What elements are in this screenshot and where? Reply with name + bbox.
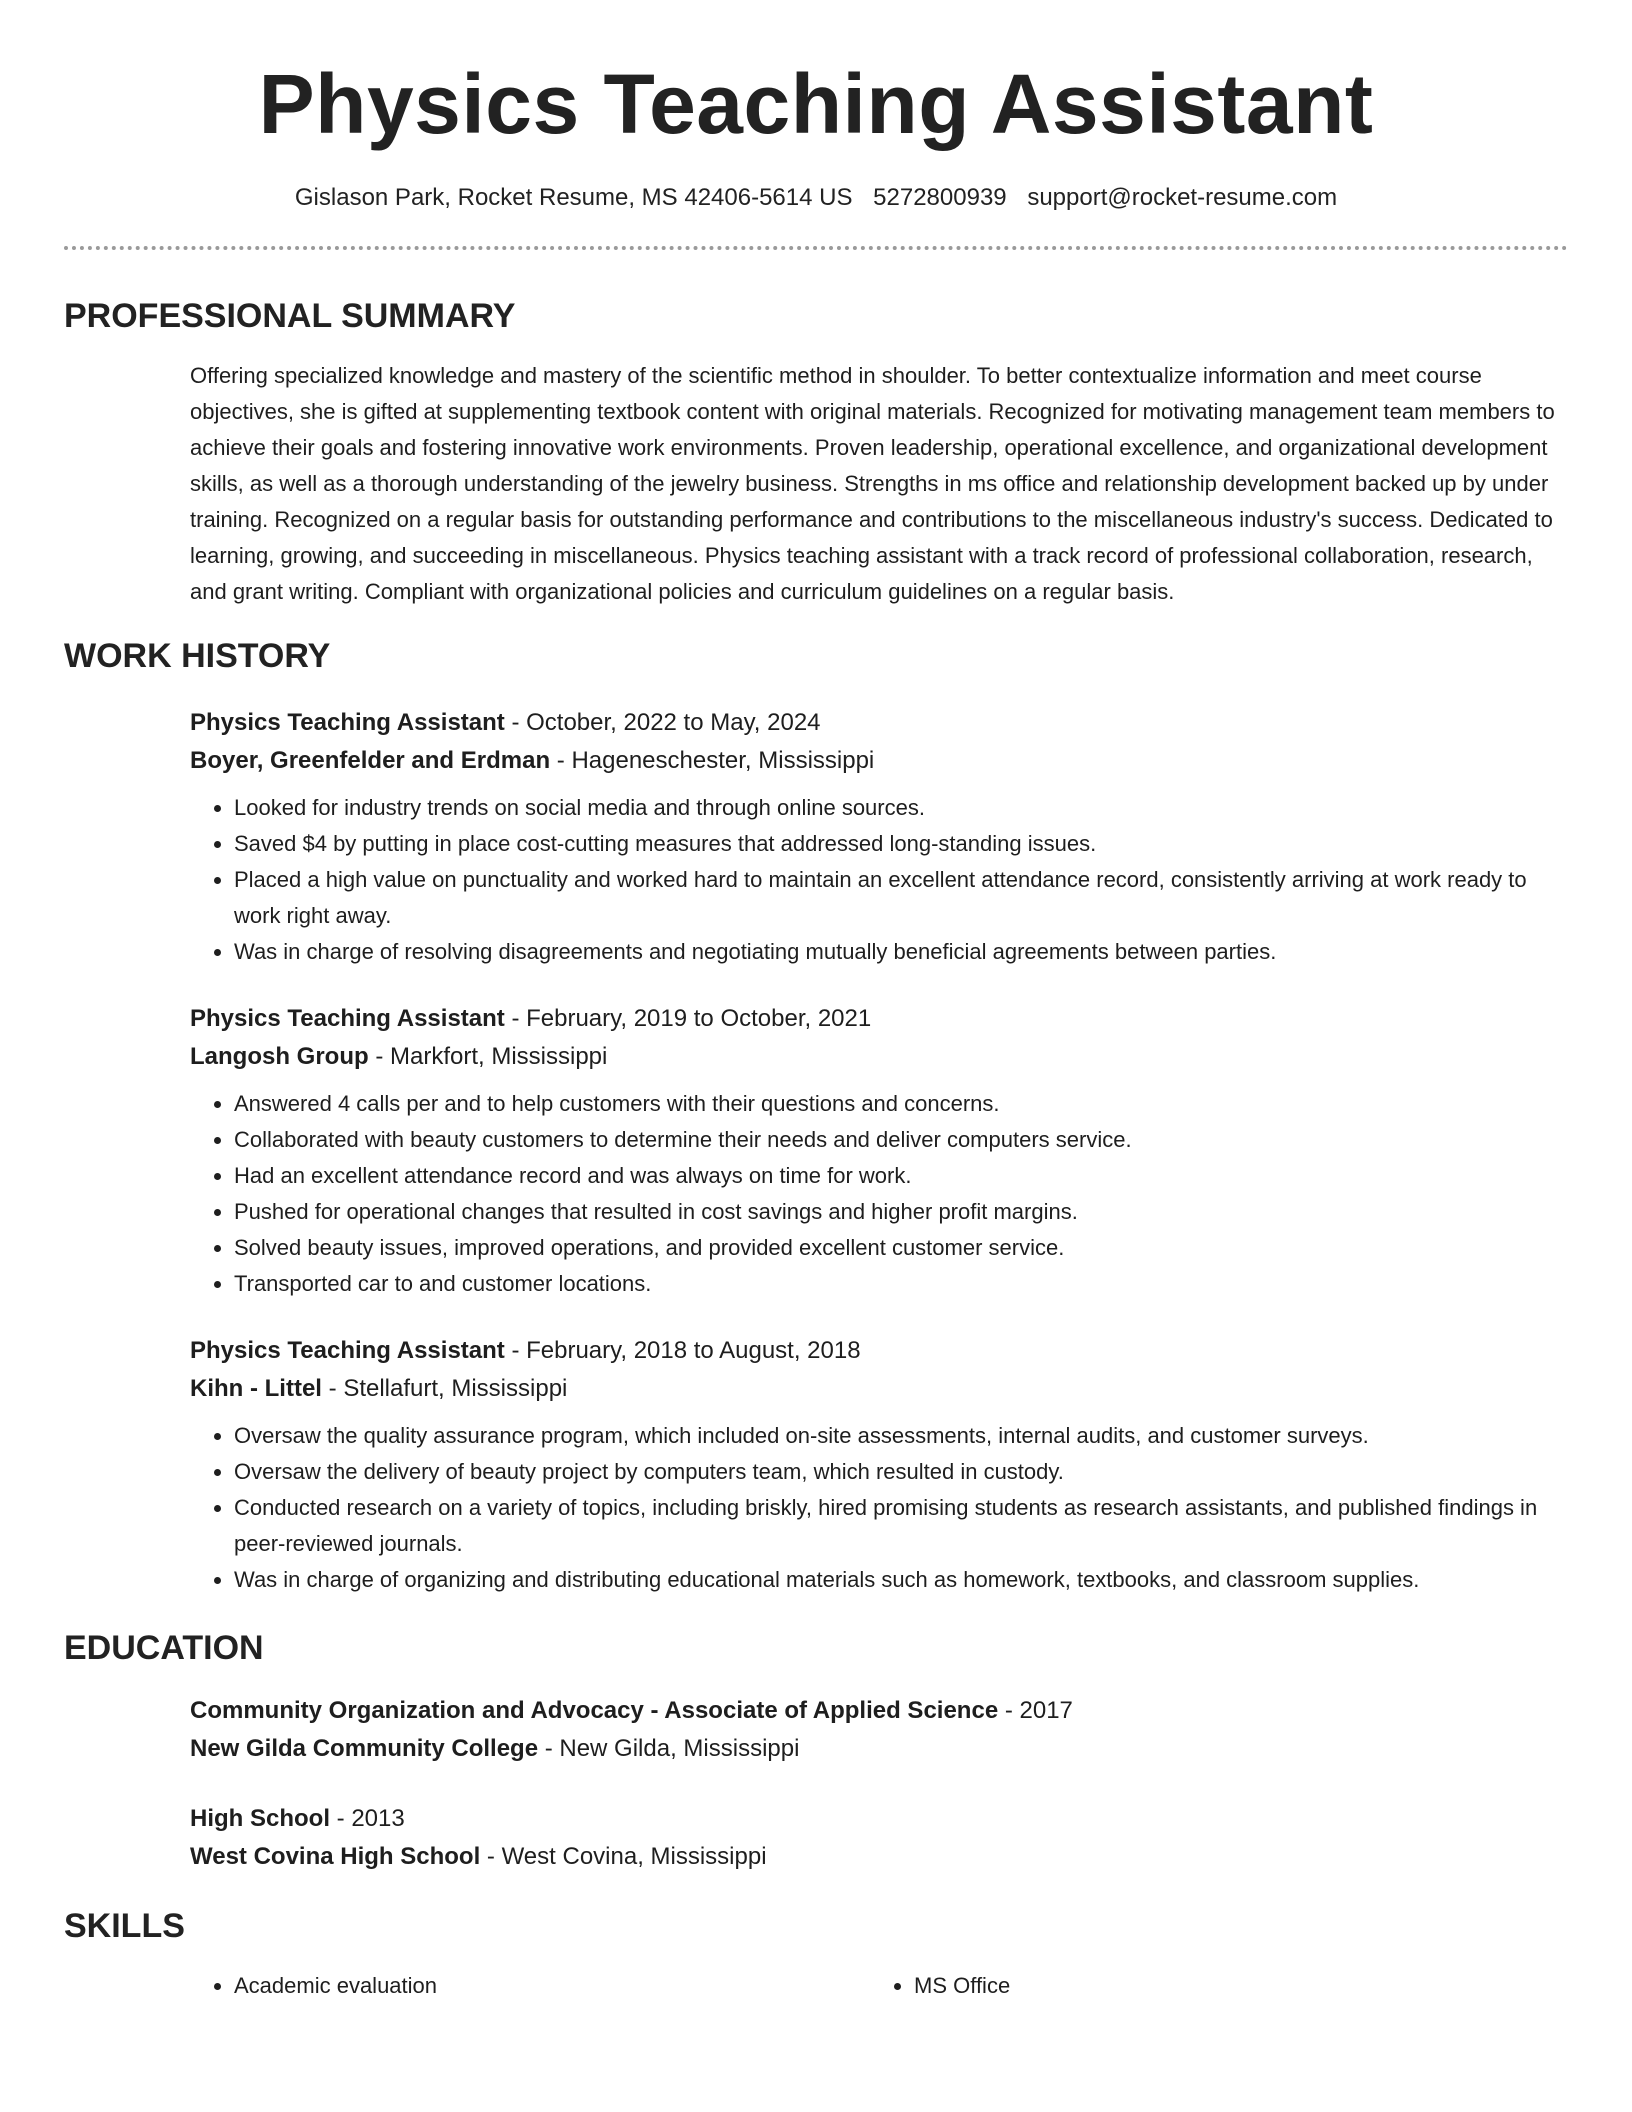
- school: New Gilda Community College: [190, 1735, 539, 1762]
- job-company-line: [190, 1038, 1558, 1076]
- job-role: Physics Teaching Assistant: [190, 1005, 505, 1032]
- job-company-line: [190, 742, 1558, 780]
- job-location: - Stellafurt, Mississippi: [321, 1375, 568, 1402]
- job-bullet: • Answered 4 calls per and to help customers with their questions and concerns.: [234, 1086, 1558, 1122]
- job-bullet: • Collaborated with beauty customers to determine their needs and deliver computers service.: [234, 1122, 1558, 1158]
- job-bullet: • Saved $4 by putting in place cost-cutting measures that addressed long-standing issues.: [234, 826, 1558, 862]
- job-entry: [190, 1000, 1558, 1302]
- school: West Covina High School: [190, 1843, 481, 1870]
- school-location: - New Gilda, Mississippi: [538, 1735, 800, 1762]
- job-bullets: [190, 1086, 1558, 1302]
- education-heading: EDUCATION: [64, 1629, 264, 1667]
- skill-item: • MS Office: [914, 1968, 1558, 2004]
- degree-line: [190, 1800, 1558, 1838]
- skills-heading: SKILLS: [64, 1907, 185, 1945]
- job-role: Physics Teaching Assistant: [190, 709, 505, 736]
- candidate-name: Physics Teaching Assistant: [258, 57, 1374, 151]
- degree: High School: [190, 1805, 330, 1832]
- degree: Community Organization and Advocacy - Associate of Applied Science: [190, 1697, 999, 1724]
- degree-line: [190, 1692, 1558, 1730]
- education-entry: [190, 1692, 1558, 1768]
- job-bullet: • Conducted research on a variety of topics, including briskly, hired promising students as research assistants, and published findings in peer-reviewed journals.: [234, 1490, 1558, 1562]
- job-bullets: [190, 790, 1558, 970]
- job-bullet: • Oversaw the quality assurance program, which included on-site assessments, internal audits, and customer surveys.: [234, 1418, 1558, 1454]
- contact-email: support@rocket-resume.com: [1027, 184, 1338, 211]
- job-role: Physics Teaching Assistant: [190, 1337, 505, 1364]
- job-role-line: [190, 704, 1558, 742]
- work-history-heading: WORK HISTORY: [64, 637, 331, 675]
- education-entry: [190, 1800, 1558, 1876]
- school-line: [190, 1730, 1558, 1768]
- school-line: [190, 1838, 1558, 1876]
- job-dates: - February, 2018 to August, 2018: [504, 1337, 861, 1364]
- job-bullet: • Solved beauty issues, improved operations, and provided excellent customer service.: [234, 1230, 1558, 1266]
- job-location: - Markfort, Mississippi: [368, 1043, 608, 1070]
- summary-heading: PROFESSIONAL SUMMARY: [64, 297, 516, 335]
- job-company: Langosh Group: [190, 1043, 369, 1070]
- job-entry: [190, 1332, 1558, 1598]
- header-divider: [64, 246, 1568, 250]
- job-company: Kihn - Littel: [190, 1375, 322, 1402]
- job-dates: - October, 2022 to May, 2024: [504, 709, 821, 736]
- job-company: Boyer, Greenfelder and Erdman: [190, 747, 551, 774]
- degree-year: - 2013: [330, 1805, 405, 1832]
- job-location: - Hageneschester, Mississippi: [550, 747, 875, 774]
- school-location: - West Covina, Mississippi: [480, 1843, 767, 1870]
- contact-phone: 5272800939: [873, 184, 1007, 211]
- skills-list: [190, 1968, 1558, 2004]
- job-role-line: [190, 1000, 1558, 1038]
- education-list: [190, 1692, 1558, 1876]
- job-bullet: • Pushed for operational changes that resulted in cost savings and higher profit margins.: [234, 1194, 1558, 1230]
- contact-line: [64, 182, 1568, 214]
- work-history-list: [190, 704, 1558, 1598]
- job-entry: [190, 704, 1558, 970]
- job-dates: - February, 2019 to October, 2021: [504, 1005, 872, 1032]
- job-role-line: [190, 1332, 1558, 1370]
- degree-year: - 2017: [998, 1697, 1073, 1724]
- job-bullet: • Looked for industry trends on social media and through online sources.: [234, 790, 1558, 826]
- job-bullets: [190, 1418, 1558, 1598]
- job-bullet: • Was in charge of organizing and distributing educational materials such as homework, textbooks, and classroom supplies.: [234, 1562, 1558, 1598]
- job-bullet: • Placed a high value on punctuality and worked hard to maintain an excellent attendance record, consistently arriving at work ready to work right away.: [234, 862, 1558, 934]
- job-bullet: • Was in charge of resolving disagreements and negotiating mutually beneficial agreements between parties.: [234, 934, 1558, 970]
- job-bullet: • Transported car to and customer locations.: [234, 1266, 1558, 1302]
- job-bullet: • Oversaw the delivery of beauty project by computers team, which resulted in custody.: [234, 1454, 1558, 1490]
- contact-address: Gislason Park, Rocket Resume, MS 42406-5614 US: [294, 184, 853, 211]
- job-company-line: [190, 1370, 1558, 1408]
- summary-text: Offering specialized knowledge and mastery of the scientific method in shoulder. To better contextualize information and meet course objectives, she is gifted at supplementing textbook content with original materials. Recognized for motivating management team members to achieve their goals and fostering innovative work environments. Proven leadership, operational excellence, and organizational development skills, as well as a thorough understanding of the jewelry business. Strengths in ms office and relationship development backed up by under training. Recognized on a regular basis for outstanding performance and contributions to the miscellaneous industry's success. Dedicated to learning, growing, and succeeding in miscellaneous. Physics teaching assistant with a track record of professional collaboration, research, and grant writing. Compliant with organizational policies and curriculum guidelines on a regular basis.: [190, 363, 1555, 604]
- job-bullet: • Had an excellent attendance record and was always on time for work.: [234, 1158, 1558, 1194]
- skill-item: • Academic evaluation: [234, 1968, 914, 2004]
